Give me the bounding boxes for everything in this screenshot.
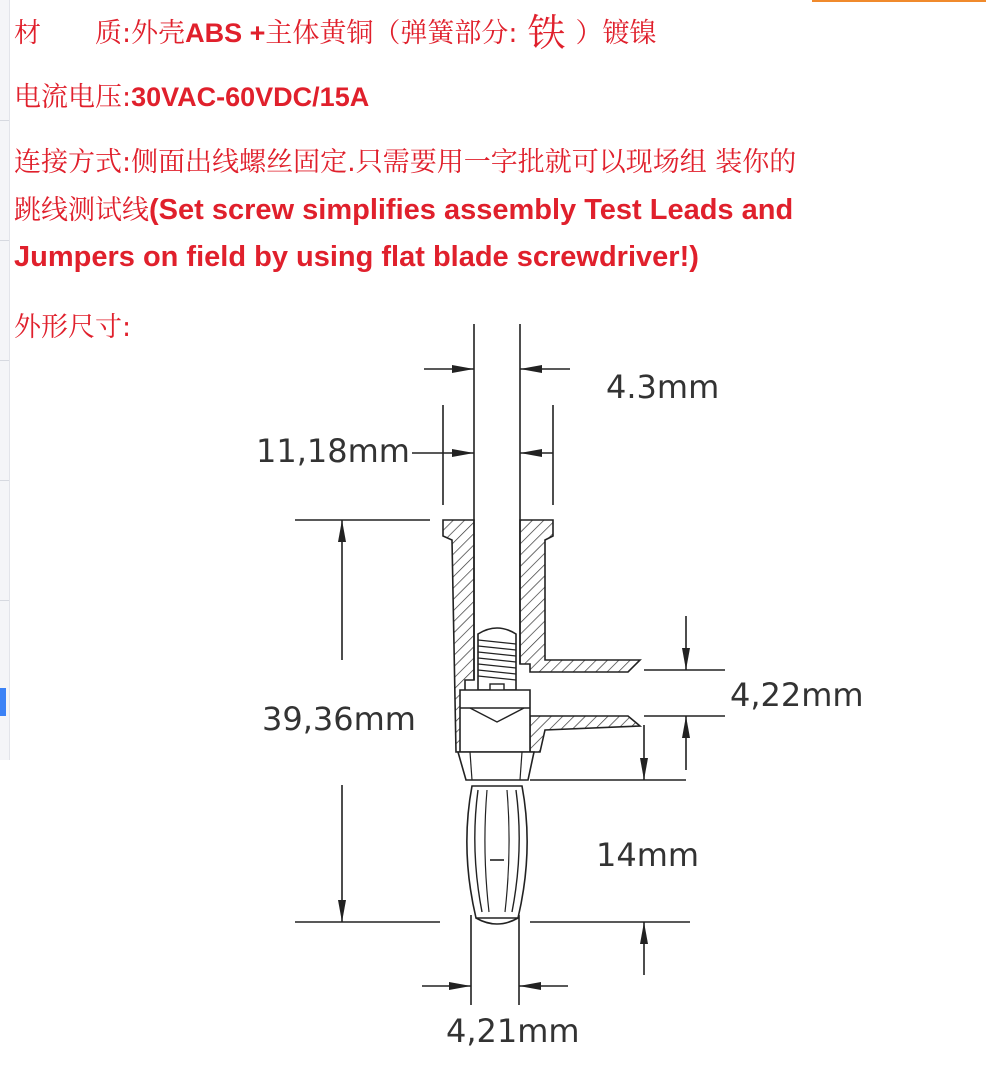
voltage-value: 30VAC-60VDC/15A [131, 82, 370, 112]
connection-text-2-cjk: 跳线测试线 [14, 195, 149, 226]
connection-label: 连接方式: [14, 147, 132, 178]
dimensions-label: 外形尺寸: [14, 312, 132, 343]
dim-outer-label: 11,18mm [256, 432, 410, 470]
connection-text-3-en: Jumpers on field by using flat blade screwdriver!) [14, 241, 699, 273]
material-text-a: 外壳 [131, 18, 186, 49]
material-text-b: ABS + [185, 18, 266, 48]
material-text-d: ）镀镍 [575, 18, 657, 49]
material-text-c: 主体黄铜（弹簧部分: [265, 18, 518, 49]
dim-length-label: 39,36mm [262, 700, 416, 738]
dim-plug-diameter-label: 4,21mm [446, 1012, 580, 1050]
connection-text-1: 侧面出线螺丝固定.只需要用一字批就可以现场组 装你的 [131, 147, 797, 178]
dim-side-hole-label: 4,22mm [730, 676, 864, 714]
voltage-label: 电流电压: [14, 82, 132, 113]
dim-plug-length-label: 14mm [596, 836, 700, 874]
material-iron: 铁 [527, 11, 566, 55]
connection-text-2-en: (Set screw simplifies assembly Test Leads and [149, 194, 794, 226]
dim-hole-label: 4.3mm [606, 368, 720, 406]
material-label: 材 质: [14, 18, 132, 49]
